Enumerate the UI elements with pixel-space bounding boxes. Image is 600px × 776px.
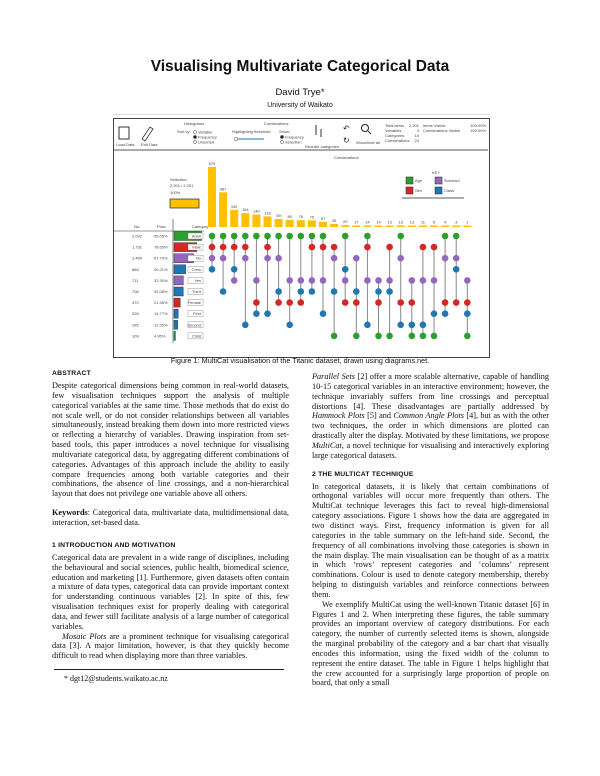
combination-bar-label: 89 xyxy=(276,213,281,219)
keywords-label: Keywords xyxy=(52,508,88,518)
combination-bar-label: 80 xyxy=(287,213,292,219)
combination-dot-male[interactable] xyxy=(264,244,271,251)
combination-bar[interactable] xyxy=(419,226,427,228)
combination-bar[interactable] xyxy=(297,220,305,227)
combinations-label: Combinations xyxy=(264,121,289,126)
combination-dot-yes[interactable] xyxy=(253,277,260,284)
figure-1 xyxy=(113,118,490,358)
combination-dot-male[interactable] xyxy=(431,244,438,251)
combination-dot-child[interactable] xyxy=(386,333,393,340)
category-count: 325 xyxy=(132,311,139,317)
show-radio-selection[interactable] xyxy=(280,140,283,143)
show-hide-all-button[interactable]: Show/hide all xyxy=(356,140,380,145)
category-bar-second xyxy=(174,320,178,329)
combination-dot-female[interactable] xyxy=(409,299,416,306)
combination-bar[interactable] xyxy=(319,222,327,227)
combination-dot-female[interactable] xyxy=(342,299,349,306)
combination-bar[interactable] xyxy=(397,226,405,228)
combination-dot-yes[interactable] xyxy=(309,277,316,284)
combination-dot-yes[interactable] xyxy=(420,277,427,284)
show-label: Show: xyxy=(279,129,291,134)
combination-dot-third[interactable] xyxy=(220,288,227,295)
combination-dot-no[interactable] xyxy=(442,255,449,262)
combination-dot-adult[interactable] xyxy=(242,233,249,240)
combination-bar[interactable] xyxy=(452,226,460,228)
combination-bar-label: 13 xyxy=(398,219,403,225)
legend-label-class: Class xyxy=(444,188,455,193)
stat-value: 4 xyxy=(416,128,419,133)
em-parallel-sets: Parallel Sets xyxy=(312,372,355,381)
stat-value: 10 xyxy=(414,133,419,138)
combination-dot-adult[interactable] xyxy=(275,233,282,240)
category-label-crew[interactable]: Crew xyxy=(191,266,201,272)
threshold-slider-handle[interactable] xyxy=(234,137,238,141)
category-label-no[interactable]: No xyxy=(195,255,201,261)
table-header-no: No. xyxy=(134,224,141,229)
intro-p2-text: are a prominent technique for visualising categorical data [3]. A major limitation, however, is that they quickly become difficult to read when displaying more than three variables. xyxy=(52,631,289,661)
category-count: 109 xyxy=(132,333,139,339)
combination-dot-adult[interactable] xyxy=(253,233,260,240)
figure-caption: Figure 1: MultiCat visualisation of the Titanic dataset, drawn using diagrams.net. xyxy=(170,356,430,365)
combination-dot-first[interactable] xyxy=(264,310,271,317)
category-label-female[interactable]: Female xyxy=(187,300,201,306)
combination-dot-female[interactable] xyxy=(375,299,382,306)
category-prob: 14.77% xyxy=(154,311,168,317)
combination-dot-child[interactable] xyxy=(431,333,438,340)
right-column xyxy=(312,372,549,688)
sort-by-label: Sort by: xyxy=(177,129,191,134)
combination-dot-child[interactable] xyxy=(409,333,416,340)
combination-dot-yes[interactable] xyxy=(286,277,293,284)
combination-bar-label: 20 xyxy=(342,219,348,225)
text: [2] offer a more scalable alternative, capable of handling 10-15 categorical variables in an interactive environment; however, the technique invariably suffers from line crossings and perceptual distortions [4]. These disadvantages are partially addressed by xyxy=(312,372,549,411)
combination-bar[interactable] xyxy=(308,220,316,227)
category-prob: 67.70% xyxy=(154,255,168,261)
combination-bar[interactable] xyxy=(219,192,227,227)
combination-dot-adult[interactable] xyxy=(342,233,349,240)
text: [4], but as with the other two techniques, the order in which dimensions are plotted can drastically alter the display. Motivated by these limitations, we propose xyxy=(312,411,549,441)
combination-dot-male[interactable] xyxy=(309,244,316,251)
combination-dot-crew[interactable] xyxy=(209,266,216,273)
left-column xyxy=(52,370,289,661)
combination-dot-adult[interactable] xyxy=(264,233,271,240)
category-prob: 21.35% xyxy=(154,300,168,306)
combination-dot-male[interactable] xyxy=(220,244,227,251)
combination-dot-second[interactable] xyxy=(286,322,293,329)
show-option-label: Selection xyxy=(285,139,302,145)
intro-paragraph-1: Categorical data are prevalent in a wide range of disciplines, including the behavioural and social sciences, public health, biomedical science, education and marketing [1]. Furthermore, given datasets often contain a mixture of data types, categorical data can provide important context for understanding continuous variables [2]. In spite of this, few visualisation techniques exist for properly dealing with categorical data, and fewer still facilitate analysis of a large number of categorical variables. xyxy=(52,552,289,631)
combination-bar-label: 11 xyxy=(420,219,425,225)
category-count: 1,490 xyxy=(132,255,143,261)
sort-radio-frequency[interactable] xyxy=(193,135,196,138)
stat-value: 24 xyxy=(414,138,419,143)
combination-dot-female[interactable] xyxy=(397,299,404,306)
category-count: 711 xyxy=(132,277,139,283)
sort-radio-variable[interactable] xyxy=(193,130,196,133)
combination-dot-female[interactable] xyxy=(298,299,305,306)
combination-dot-no[interactable] xyxy=(397,255,404,262)
category-label-male[interactable]: Male xyxy=(192,244,201,250)
abstract-heading: ABSTRACT xyxy=(52,370,91,377)
combination-bar-label: 75 xyxy=(309,214,315,220)
combination-dot-yes[interactable] xyxy=(342,277,349,284)
combination-bar[interactable] xyxy=(408,226,416,228)
combination-dot-yes[interactable] xyxy=(375,277,382,284)
combination-dot-crew[interactable] xyxy=(453,266,460,273)
category-label-second[interactable]: Second xyxy=(187,322,201,328)
combination-bar[interactable] xyxy=(441,226,449,228)
multicat-visualisation xyxy=(114,119,488,356)
combination-bar-label: 57 xyxy=(320,215,326,221)
combination-dot-male[interactable] xyxy=(420,244,427,251)
combination-dot-second[interactable] xyxy=(420,322,427,329)
category-label-first[interactable]: First xyxy=(193,311,201,317)
combination-dot-first[interactable] xyxy=(431,310,438,317)
combination-dot-yes[interactable] xyxy=(231,277,238,284)
combination-dot-no[interactable] xyxy=(453,255,460,262)
combination-bar[interactable] xyxy=(363,226,371,228)
stat-label: Total items xyxy=(385,123,405,128)
combination-bar-label: 3 xyxy=(455,219,458,225)
category-count: 706 xyxy=(132,289,139,294)
combination-dot-yes[interactable] xyxy=(298,277,305,284)
keywords xyxy=(52,508,289,528)
category-prob: 32.08% xyxy=(154,289,168,294)
combination-dot-third[interactable] xyxy=(275,288,282,295)
combination-bar-label: 4 xyxy=(443,219,447,225)
combination-dot-third[interactable] xyxy=(386,288,393,295)
combination-dot-adult[interactable] xyxy=(231,233,238,240)
category-prob: 12.95% xyxy=(154,322,168,328)
category-bar-third xyxy=(174,287,183,296)
reorder-icon[interactable] xyxy=(316,125,321,137)
combination-bar[interactable] xyxy=(430,226,438,228)
redo-icon[interactable]: ↻ xyxy=(343,136,350,145)
combination-dot-female[interactable] xyxy=(353,299,360,306)
combination-bar[interactable] xyxy=(330,224,338,227)
section-1-heading: 1 INTRODUCTION AND MOTIVATION xyxy=(52,541,176,549)
category-prob: 32.30% xyxy=(154,277,168,283)
abstract-text: Despite categorical dimensions being common in real-world datasets, few visualisation techniques support the analysis of multiple categorical variables at the same time. Those methods that do exist do not scale well, or do not consider relationships between all variables simultaneously, instead breaking them down into more restricted views or reflecting a hierarchy of variables. Drawing inspiration from set-based tools, this paper introduces a novel technique for visualising multivariate categorical data, by aggregating different combinations of categories. Advantages of this approach include the ability to easily compare frequencies among both variable categories and their combinations, the absence of line crossings, and a non-hierarchical layout that does not privilege one variable above all others. xyxy=(52,381,289,499)
combination-bar[interactable] xyxy=(208,167,216,227)
undo-icon[interactable]: ↶ xyxy=(343,124,350,133)
combination-dot-male[interactable] xyxy=(386,244,393,251)
combination-dot-male[interactable] xyxy=(209,244,216,251)
search-icon[interactable] xyxy=(362,125,369,132)
combination-dot-male[interactable] xyxy=(320,244,327,251)
combination-dot-adult[interactable] xyxy=(298,233,305,240)
visible-label: Items Visible xyxy=(423,123,446,128)
category-prob: 95.05% xyxy=(154,233,168,239)
combination-dot-yes[interactable] xyxy=(431,277,438,284)
selection-percent: 100% xyxy=(170,190,181,195)
combination-dot-yes[interactable] xyxy=(464,277,471,284)
combination-dot-female[interactable] xyxy=(253,299,260,306)
combination-dot-yes[interactable] xyxy=(320,277,327,284)
combination-dot-adult[interactable] xyxy=(453,233,460,240)
visible-label: Combinations Visible xyxy=(423,128,461,133)
combination-dot-crew[interactable] xyxy=(231,266,238,273)
category-label-yes[interactable]: Yes xyxy=(194,277,201,283)
combination-dot-female[interactable] xyxy=(464,299,471,306)
category-label-child[interactable]: Child xyxy=(191,333,201,339)
combination-bar-label: 17 xyxy=(354,219,359,225)
combination-dot-first[interactable] xyxy=(253,310,260,317)
combination-dot-adult[interactable] xyxy=(209,233,216,240)
intro-paragraph-2-cont xyxy=(312,372,549,461)
combination-bar-label: 670 xyxy=(208,161,216,166)
paper-title: Visualising Multivariate Categorical Data xyxy=(150,58,450,75)
sort-option-label: Frequency xyxy=(198,134,217,140)
combination-dot-male[interactable] xyxy=(364,244,371,251)
combination-dot-third[interactable] xyxy=(298,288,305,295)
search-icon-handle xyxy=(368,131,371,134)
combination-dot-adult[interactable] xyxy=(397,233,404,240)
combination-dot-adult[interactable] xyxy=(220,233,227,240)
combination-dot-adult[interactable] xyxy=(364,233,371,240)
keywords-text: : Categorical data, multivariate data, multidimensional data, interaction, set-based data. xyxy=(52,508,289,527)
legend-swatch-survived xyxy=(435,177,442,184)
category-count: 470 xyxy=(132,300,139,306)
combination-bar-label: 118 xyxy=(264,210,271,216)
combination-bar[interactable] xyxy=(341,225,349,227)
legend-label-age: Age xyxy=(415,178,423,183)
combination-dot-child[interactable] xyxy=(464,333,471,340)
stat-label: Combinations xyxy=(385,138,410,143)
category-bar-child xyxy=(174,331,175,340)
intro-paragraph-2 xyxy=(52,632,289,662)
combination-bar-label: 387 xyxy=(219,186,227,192)
table-header-category: Category xyxy=(192,224,209,229)
combination-bar[interactable] xyxy=(230,210,238,227)
combination-dot-third[interactable] xyxy=(353,288,360,295)
combination-dot-no[interactable] xyxy=(209,255,216,262)
show-radio-frequency[interactable] xyxy=(280,135,283,138)
combination-dot-male[interactable] xyxy=(231,244,238,251)
category-count: 1,731 xyxy=(132,244,143,250)
combination-bar-label: 1 xyxy=(466,219,469,225)
combination-dot-first[interactable] xyxy=(320,310,327,317)
combination-dot-no[interactable] xyxy=(242,255,249,262)
combination-dot-female[interactable] xyxy=(442,299,449,306)
section-2-heading: 2 THE MULTICAT TECHNIQUE xyxy=(312,470,414,478)
threshold-label: Highlighting threshold xyxy=(232,129,271,134)
category-count: 2,092 xyxy=(132,233,143,239)
technique-paragraph-2: We exemplify MultiCat using the well-known Titanic dataset [6] in Figures 1 and 2. When interpreting these figures, the table summary provides an important overview of category distributions. For each category, the number of currently selected items is shown, alongside the marginal probability of the category and a bar chart that visually encodes this information, using the fixed width of the column to represent the entire dataset. The table in Figure 1 helps highlight that the crew accounted for a surprisingly large proportion of people on board, that only a small xyxy=(312,599,549,688)
em-multicat: MultiCat xyxy=(312,440,342,450)
combination-dot-third[interactable] xyxy=(331,288,338,295)
affiliation: University of Waikato xyxy=(267,102,333,109)
technique-paragraph-1: In categorical datasets, it is likely that certain combinations of orthogonal variables will occur more frequently than others. The MultiCat technique leverages this fact to reveal high-dimensional category associations. Figure 1 shows how the data are aggregated in two distinct ways. First, frequency information is given for all categories in the table summary on the left-hand side. Second, the frequency of all combinations involving those categories is shown in the main display. The main visualisation can be thought of as a matrix in which ‘rows’ represent categories and ‘columns’ represent combinations. Colour is used to denote category membership, thereby helping to distinguish variables and reinforce connections between them. xyxy=(312,481,549,599)
combination-bar[interactable] xyxy=(241,213,249,227)
footnote: * dgt12@students.waikato.ac.nz xyxy=(64,674,168,683)
em-mosaic: Mosaic Plots xyxy=(62,631,107,641)
combination-bar[interactable] xyxy=(352,225,360,227)
combination-dot-male[interactable] xyxy=(242,244,249,251)
combination-bar[interactable] xyxy=(275,219,283,227)
header-rule xyxy=(113,114,490,115)
legend-swatch-age xyxy=(406,177,413,184)
combination-dot-no[interactable] xyxy=(275,255,282,262)
category-label-adult[interactable]: Adult xyxy=(191,233,201,239)
category-bar-first xyxy=(174,309,178,318)
main-header-label: Combinations xyxy=(334,155,359,160)
category-label-third[interactable]: Third xyxy=(191,289,201,294)
category-bar-female xyxy=(174,298,180,307)
combination-dot-yes[interactable] xyxy=(386,277,393,284)
combination-bar[interactable] xyxy=(386,226,394,228)
combination-bar-label: 13 xyxy=(409,219,415,225)
legend-title: KEY xyxy=(432,170,441,175)
combination-dot-second[interactable] xyxy=(397,322,404,329)
combination-dot-adult[interactable] xyxy=(309,233,316,240)
category-bar-crew xyxy=(174,265,186,274)
em-common-angle: Common Angle Plots xyxy=(393,411,464,421)
category-count: 885 xyxy=(132,266,139,272)
combination-dot-child[interactable] xyxy=(375,333,382,340)
combination-dot-child[interactable] xyxy=(353,333,360,340)
combination-dot-child[interactable] xyxy=(420,333,427,340)
text: [5] and xyxy=(364,411,394,421)
combination-dot-adult[interactable] xyxy=(286,233,293,240)
selection-count: 2,201 / 2,201 xyxy=(170,183,194,188)
combination-dot-second[interactable] xyxy=(409,322,416,329)
combination-dot-third[interactable] xyxy=(375,288,382,295)
combination-dot-no[interactable] xyxy=(353,255,360,262)
combination-bar-label: 14 xyxy=(365,219,370,225)
combination-dot-yes[interactable] xyxy=(409,277,416,284)
load-data-icon[interactable] xyxy=(119,127,129,139)
combination-bar-label: 154 xyxy=(241,207,249,213)
combination-dot-second[interactable] xyxy=(242,322,249,329)
combination-dot-female[interactable] xyxy=(286,299,293,306)
combination-bar-label: 5 xyxy=(432,219,436,225)
stat-value: 2,201 xyxy=(408,123,419,128)
category-prob: 4.95% xyxy=(154,333,166,339)
combination-dot-adult[interactable] xyxy=(442,233,449,240)
stat-label: Variables xyxy=(385,128,402,133)
combination-bar-label: 76 xyxy=(298,214,304,220)
visible-value: 100.00% xyxy=(470,123,486,128)
histograms-label: Histograms xyxy=(184,121,205,126)
combination-dot-third[interactable] xyxy=(309,288,316,295)
table-header-prob: Prob. xyxy=(157,224,167,229)
show-option-label: Frequency xyxy=(285,134,304,140)
edit-data-button[interactable]: Edit Data xyxy=(141,142,158,147)
combination-dot-no[interactable] xyxy=(264,255,271,262)
em-hammock: Hammock Plots xyxy=(312,411,365,421)
legend-swatch-class xyxy=(435,187,442,194)
selection-bar xyxy=(170,199,199,208)
combination-dot-first[interactable] xyxy=(464,310,471,317)
reorder-categories-button[interactable]: Reorder categories xyxy=(305,144,340,149)
combination-bar[interactable] xyxy=(252,214,260,227)
combination-dot-crew[interactable] xyxy=(342,266,349,273)
combination-bar-label: 14 xyxy=(376,219,381,225)
combination-dot-female[interactable] xyxy=(453,299,460,306)
visible-value: 100.00% xyxy=(470,128,486,133)
combination-bar[interactable] xyxy=(286,220,294,227)
author: David Trye* xyxy=(275,87,325,98)
legend-label-survived: Survived xyxy=(444,178,460,183)
legend-swatch-sex xyxy=(406,187,413,194)
text: , a novel technique for visualising and interactively exploring large categorical datasets. xyxy=(312,440,549,460)
combination-bar[interactable] xyxy=(264,216,272,227)
sort-radio-unsorted[interactable] xyxy=(193,140,196,143)
category-bar-yes xyxy=(174,276,183,285)
combination-dot-female[interactable] xyxy=(275,299,282,306)
sort-option-label: Unsorted xyxy=(198,139,215,145)
combination-dot-first[interactable] xyxy=(442,310,449,317)
legend-label-sex: Sex xyxy=(415,188,422,193)
combination-bar-label: 35 xyxy=(331,217,337,223)
combination-dot-adult[interactable] xyxy=(320,233,327,240)
category-prob: 40.21% xyxy=(154,266,168,272)
combination-bar-label: 13 xyxy=(387,219,392,225)
category-prob: 78.65% xyxy=(154,244,168,250)
category-count: 285 xyxy=(132,322,139,328)
combination-bar[interactable] xyxy=(463,226,471,228)
combination-dot-yes[interactable] xyxy=(364,277,371,284)
combination-dot-no[interactable] xyxy=(220,255,227,262)
combination-dot-second[interactable] xyxy=(364,322,371,329)
sort-option-label: Variable xyxy=(198,129,213,135)
combination-dot-male[interactable] xyxy=(331,244,338,251)
combination-dot-child[interactable] xyxy=(331,333,338,340)
selection-label: Selection: xyxy=(170,177,188,182)
combination-bar-label: 192 xyxy=(230,203,238,209)
footnote-rule xyxy=(54,669,284,670)
load-data-button[interactable]: Load Data xyxy=(116,142,135,147)
stat-label: Categories xyxy=(385,133,405,138)
combination-dot-no[interactable] xyxy=(331,255,338,262)
combination-bar-label: 140 xyxy=(253,208,260,214)
edit-data-icon[interactable] xyxy=(142,127,153,141)
combination-bar[interactable] xyxy=(375,226,383,228)
